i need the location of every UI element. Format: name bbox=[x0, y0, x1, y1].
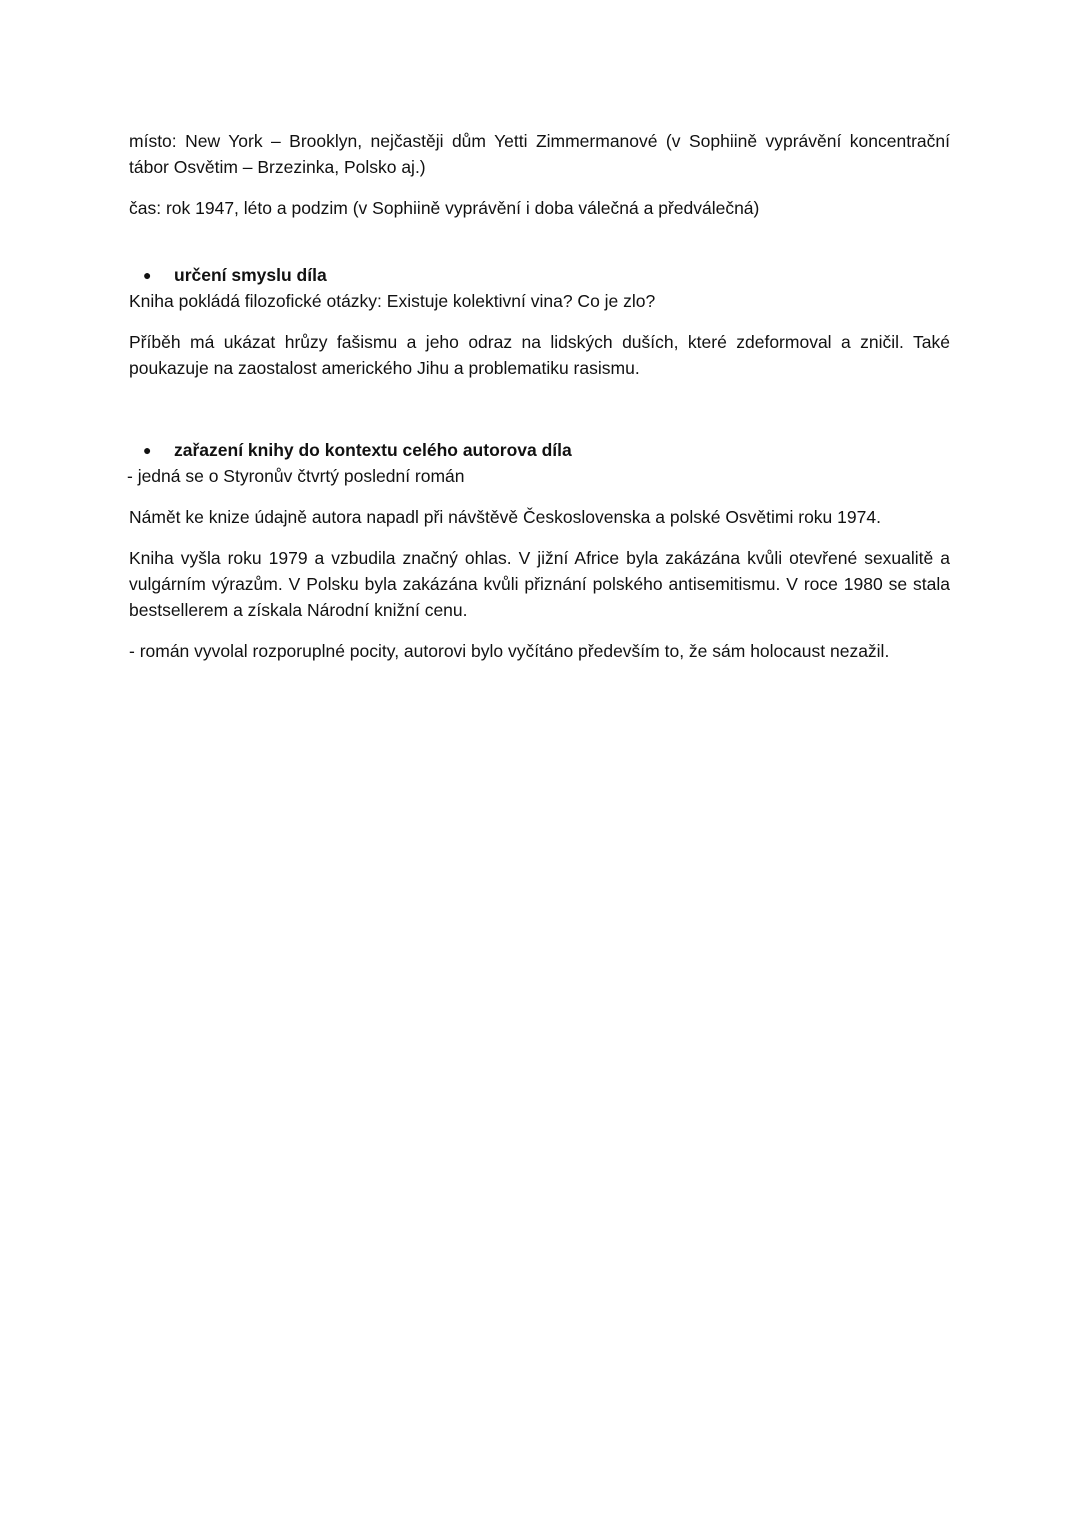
section-heading-context bbox=[143, 437, 950, 463]
context-paragraph-1: Námět ke knize údajně autora napadl při návštěvě Československa a polské Osvětimi roku 1974. bbox=[129, 507, 881, 527]
context-paragraph-2: Kniha vyšla roku 1979 a vzbudila značný ohlas. V jižní Africe byla zakázána kvůli otevřené sexualitě a vulgárním výrazům. V Polsku byla zakázána kvůli přiznání polského antisemitismu. V roce 1980 se stala bestsellerem a získala Národní knižní cenu. bbox=[129, 548, 950, 620]
setting-time: čas: rok 1947, léto a podzim (v Sophiině vyprávění i doba válečná a předválečná) bbox=[129, 198, 760, 218]
meaning-paragraph: Příběh má ukázat hrůzy fašismu a jeho odraz na lidských duších, které zdeformoval a zničil. Také poukazuje na zaostalost amerického Jihu a problematiku rasismu. bbox=[129, 332, 950, 378]
document-page bbox=[129, 128, 950, 664]
section-heading-meaning bbox=[143, 262, 950, 288]
heading-text: zařazení knihy do kontextu celého autorova díla bbox=[174, 440, 572, 460]
setting-place: místo: New York – Brooklyn, nejčastěji dům Yetti Zimmermanové (v Sophiině vyprávění koncentrační tábor Osvětim – Brzezinka, Polsko aj.) bbox=[129, 131, 950, 177]
heading-text: určení smyslu díla bbox=[174, 265, 327, 285]
meaning-line: Kniha pokládá filozofické otázky: Existuje kolektivní vina? Co je zlo? bbox=[129, 291, 656, 311]
context-line: - jedná se o Styronův čtvrtý poslední román bbox=[127, 466, 465, 486]
bullet-icon: ● bbox=[143, 442, 152, 458]
context-paragraph-3: - román vyvolal rozporuplné pocity, autorovi bylo vyčítáno především to, že sám holocaust nezažil. bbox=[129, 641, 890, 661]
bullet-icon: ● bbox=[143, 267, 152, 283]
